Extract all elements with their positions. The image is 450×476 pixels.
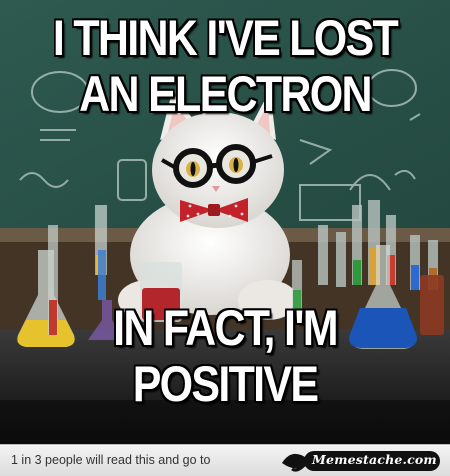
logo-text: Memestache.com — [312, 452, 437, 467]
memestache-logo[interactable] — [274, 449, 444, 473]
promo-text[interactable]: 1 in 3 people will read this and go to — [11, 453, 211, 467]
meme-bottom-text: IN FACT, I'M POSITIVE — [113, 300, 337, 412]
promo-footer — [0, 444, 450, 476]
meme-top-text: I THINK I'VE LOST AN ELECTRON — [52, 10, 398, 122]
